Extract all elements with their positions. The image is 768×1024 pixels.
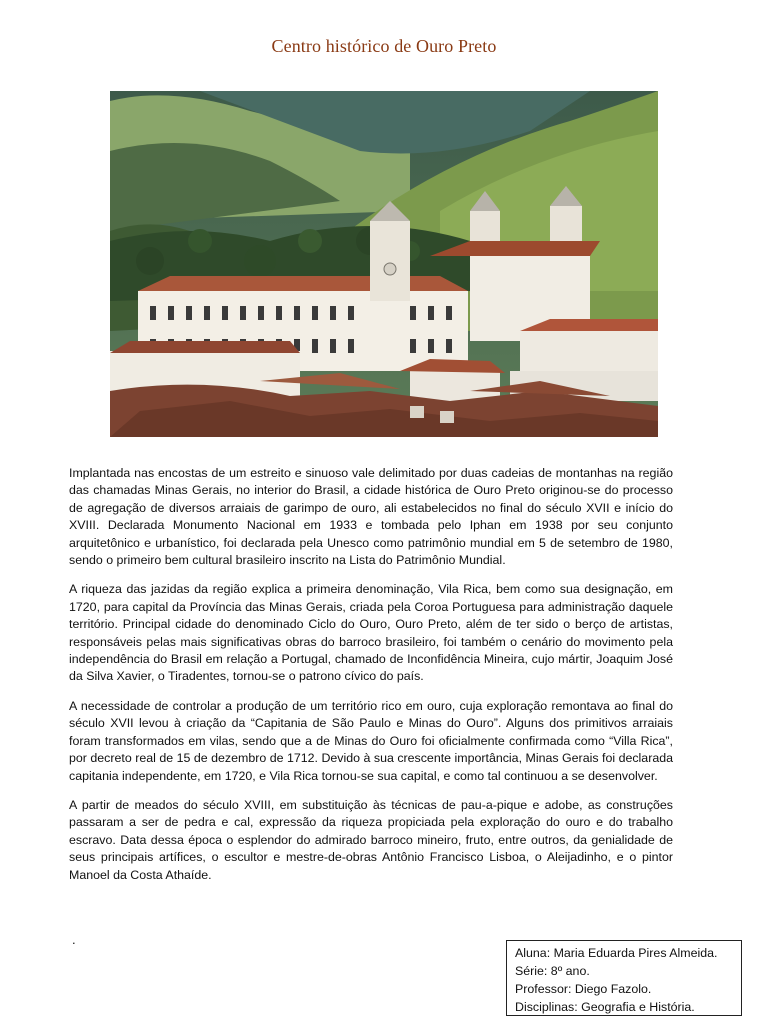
subjects: Disciplinas: Geografia e História.: [515, 1000, 695, 1014]
paragraph: A partir de meados do século XVIII, em substituição às técnicas de pau-a-pique e adobe, as construções passaram a ser de pedra e cal, expressão da riqueza propiciada pela exploração do ouro e do trabalho escravo. Data dessa época o esplendor do admirado barroco mineiro, fruto, entre outros, da genialidade de seus principais artífices, o escultor e mestre-de-obras Antônio Francisco Lisboa, o Aleijadinho, e o pintor Manoel da Costa Athaíde.: [69, 797, 673, 882]
student-grade: Série: 8º ano.: [515, 964, 590, 978]
body-text: [69, 465, 673, 896]
paragraph: Implantada nas encostas de um estreito e sinuoso vale delimitado por duas cadeias de montanhas na região das chamadas Minas Gerais, no interior do Brasil, a cidade histórica de Ouro Preto originou-se do processo de agregação de diversos arraiais de garimpo de ouro, ali estabelecidos no final do século XVII e início do XVIII. Declarada Monumento Nacional em 1933 e tombada pelo Iphan em 1938 por seu conjunto arquitetônico e urbanístico, foi declarada pela Unesco como patrimônio mundial em 5 de setembro de 1980, sendo o primeiro bem cultural brasileiro inscrito na Lista do Patrimônio Mundial.: [69, 466, 673, 568]
paragraph: A necessidade de controlar a produção de um território rico em ouro, cuja exploração remontava ao final do século XVII levou à criação da “Capitania de São Paulo e Minas do Ouro”. Alguns dos primitivos arraiais foram transformados em vilas, sendo que a de Minas do Ouro foi oficialmente confirmada como “Villa Rica”, por decreto real de 15 de dezembro de 1712. Devido à sua crescente importância, Minas Gerais foi declarada capitania independente, em 1720, e Vila Rica tornou-se sua capital, e como tal continuou a se desenvolver.: [69, 698, 673, 783]
student-info-box: [506, 940, 742, 1016]
student-name: Aluna: Maria Eduarda Pires Almeida.: [515, 946, 718, 960]
ouro-preto-landscape-photo: [110, 91, 658, 437]
stray-mark: .: [72, 932, 76, 947]
page-title: Centro histórico de Ouro Preto: [271, 36, 497, 56]
paragraph: A riqueza das jazidas da região explica a primeira denominação, Vila Rica, bem como sua designação, em 1720, para capital da Província das Minas Gerais, criada pela Coroa Portuguesa para administração daquele território. Principal cidade do denominado Ciclo do Ouro, Ouro Preto, além de ter sido o berço de artistas, responsáveis pelas mais significativas obras do barroco brasileiro, foi também o cenário do movimento pela independência do Brasil em relação a Portugal, chamado de Inconfidência Mineira, cujo mártir, Joaquim José da Silva Xavier, o Tiradentes, tornou-se o patrono cívico do país.: [69, 582, 673, 684]
teacher-name: Professor: Diego Fazolo.: [515, 982, 652, 996]
